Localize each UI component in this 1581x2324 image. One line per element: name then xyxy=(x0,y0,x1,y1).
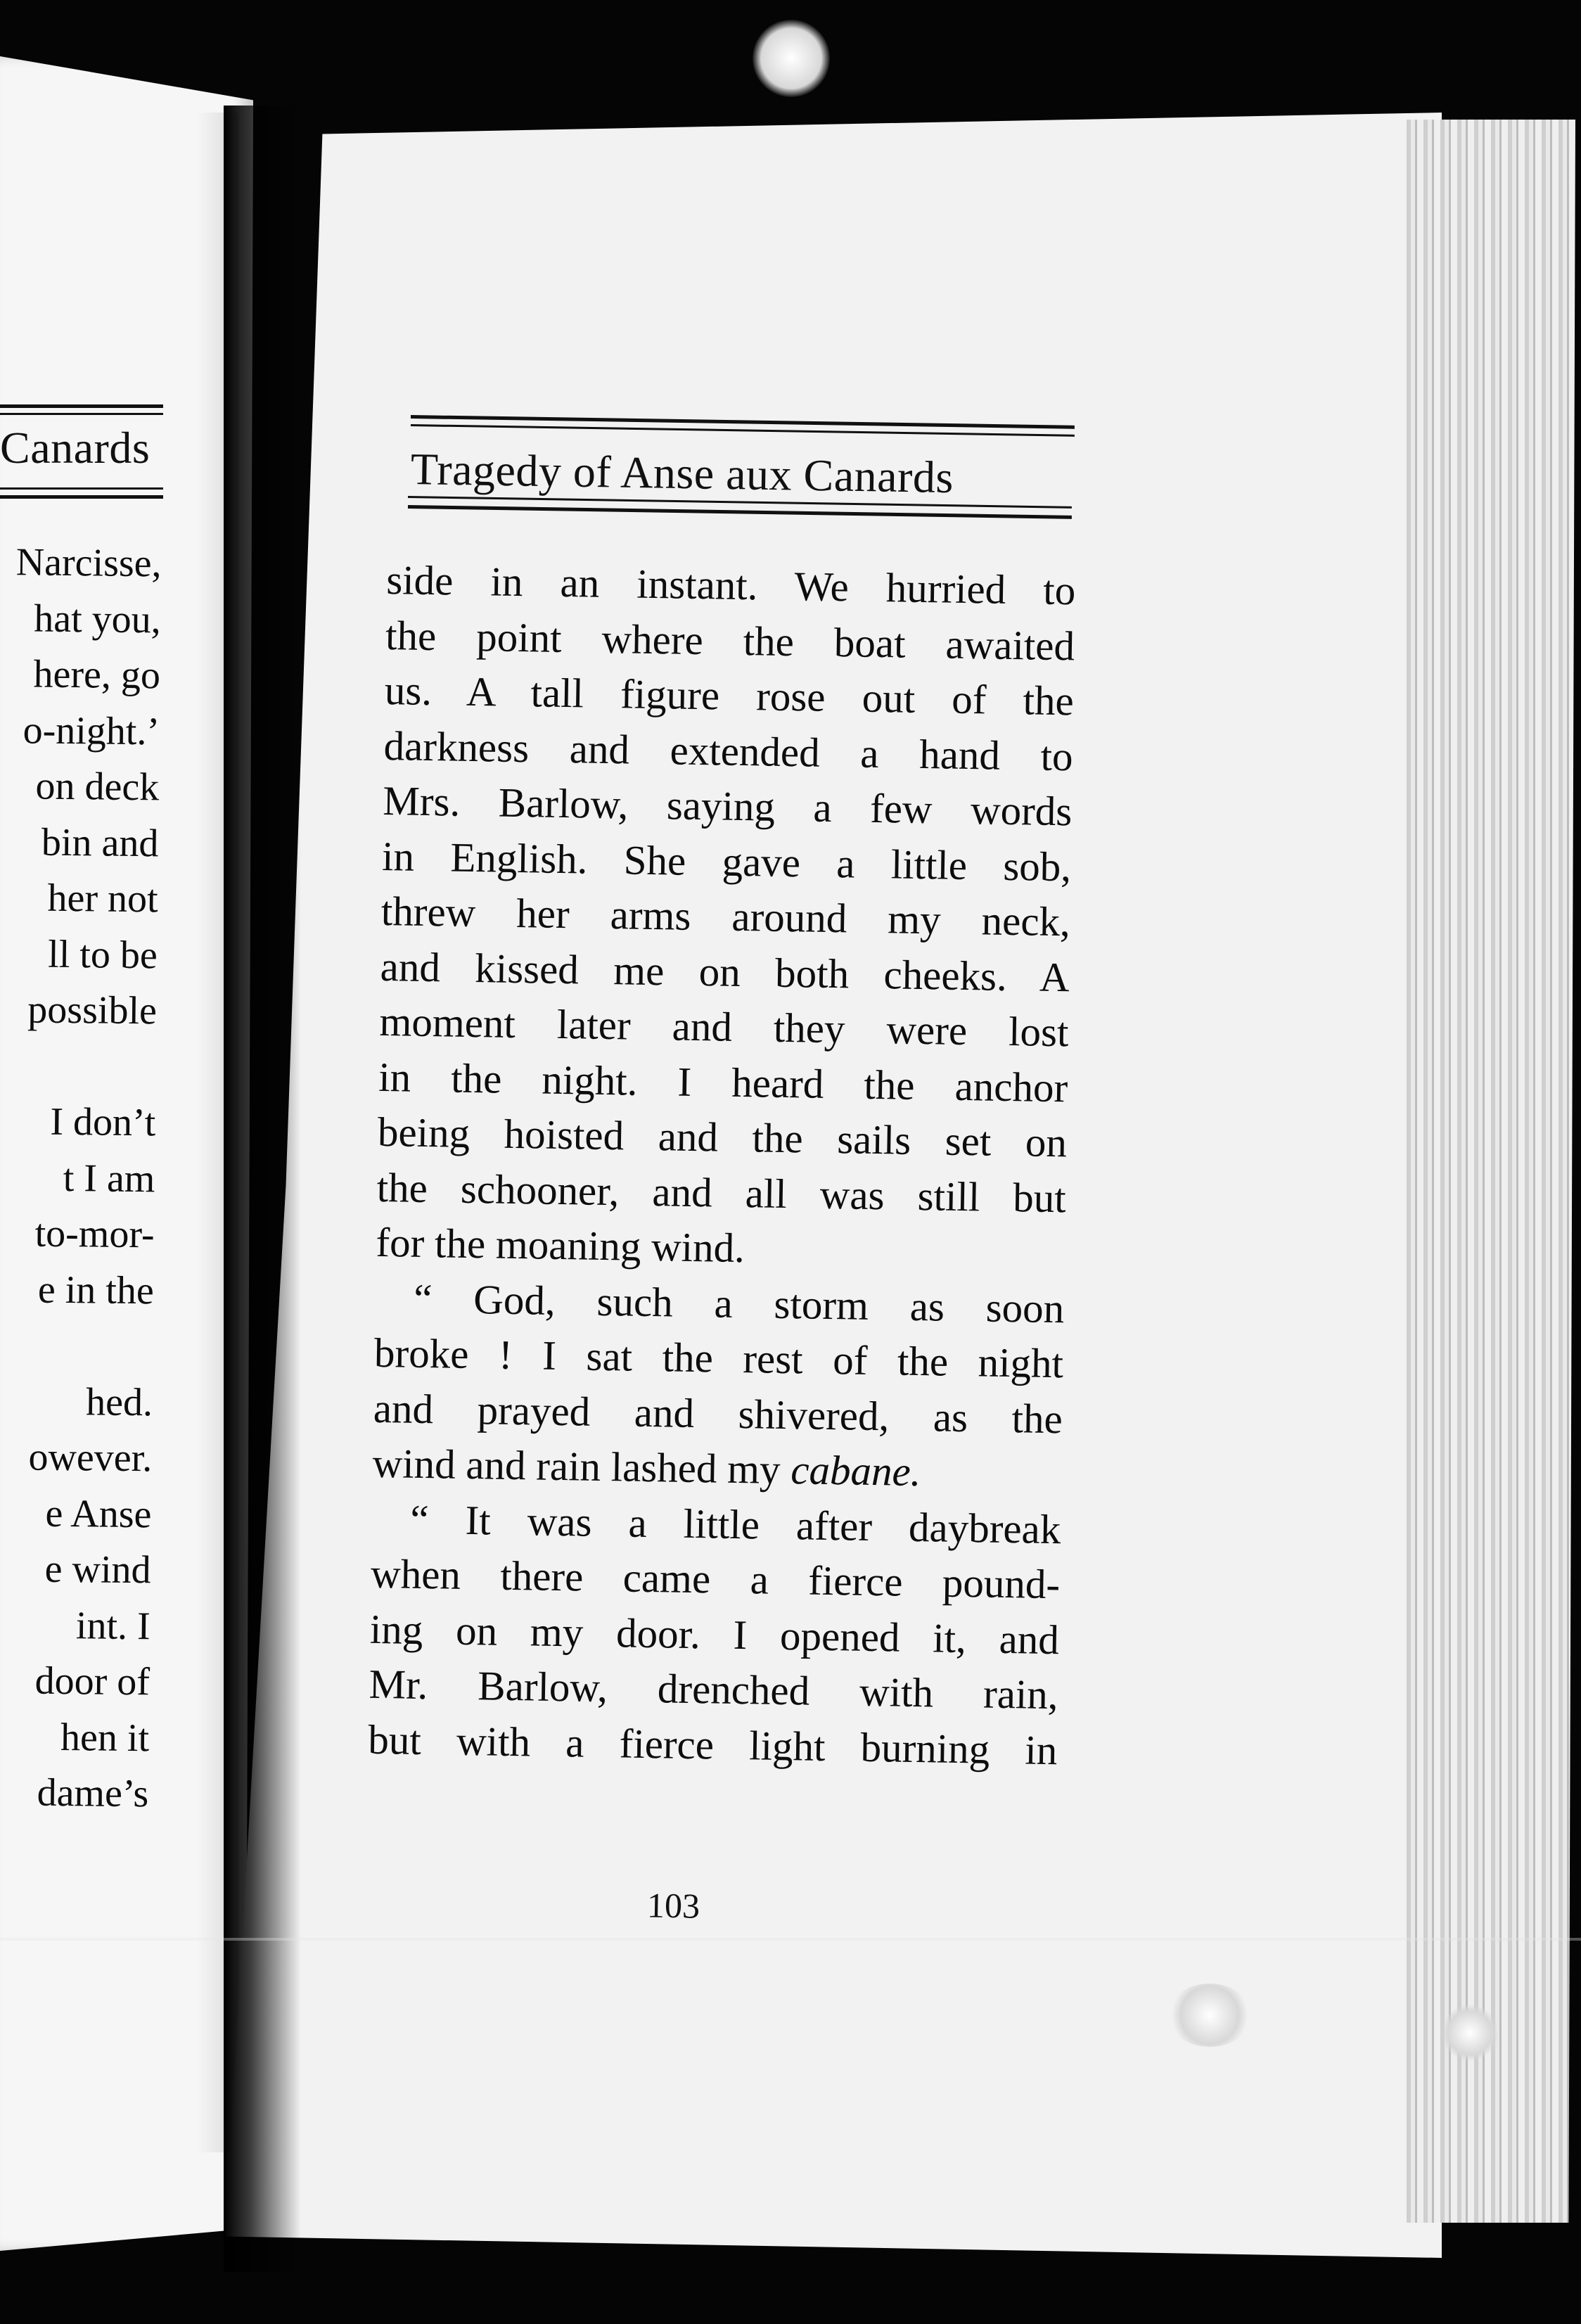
text-line: Mr. Barlow, drenched with rain, xyxy=(369,1660,1059,1718)
running-head: Tragedy of Anse aux Canards xyxy=(410,444,954,503)
page-edges xyxy=(1407,120,1575,2223)
spine-shadow xyxy=(224,106,301,2272)
text-line: being hoisted and the sails set on xyxy=(377,1108,1068,1166)
body-text xyxy=(368,552,1076,1777)
left-line: here, go xyxy=(33,652,161,698)
left-head-rule-bottom-2 xyxy=(0,495,163,499)
left-line: t I am xyxy=(63,1156,155,1201)
paragraph xyxy=(368,1490,1061,1777)
left-line: hen it xyxy=(60,1715,150,1760)
left-head-rule-top-2 xyxy=(0,413,163,415)
left-line: her not xyxy=(47,876,158,921)
text-line xyxy=(372,1436,1062,1502)
left-line: e wind xyxy=(44,1547,151,1592)
text-line: Mrs. Barlow, saying a few words xyxy=(382,777,1073,835)
left-head-rule-bottom xyxy=(0,487,163,490)
left-line: e in the xyxy=(37,1268,155,1313)
text-line: the schooner, and all was still but xyxy=(376,1163,1067,1221)
left-line: on deck xyxy=(35,764,160,810)
left-running-head: Canards xyxy=(0,423,151,473)
left-line: Narcisse, xyxy=(15,540,162,586)
text-line: the point where the boat awaited xyxy=(385,611,1075,669)
text-line: in the night. I heard the anchor xyxy=(378,1053,1068,1111)
text-line: “ God, such a storm as soon xyxy=(413,1275,1065,1332)
left-line: bin and xyxy=(41,820,159,865)
scan-scratch-line xyxy=(0,1938,1581,1941)
left-line xyxy=(0,1317,153,1375)
text-line: and kissed me on both cheeks. A xyxy=(380,943,1070,1000)
left-line: hed. xyxy=(85,1379,153,1424)
text-line: but with a fierce light burning in xyxy=(367,1716,1058,1773)
left-line: door of xyxy=(34,1659,151,1704)
left-line: owever. xyxy=(28,1435,153,1481)
text-line-roman: wind and rain lashed my xyxy=(372,1439,781,1493)
left-page-text xyxy=(0,535,162,1822)
left-line: o-night.’ xyxy=(23,708,160,753)
left-line: I don’t xyxy=(50,1099,156,1145)
text-line: “ It was a little after daybreak xyxy=(409,1495,1061,1552)
text-line: darkness and extended a hand to xyxy=(383,722,1074,779)
scan-blemish-top xyxy=(753,20,830,97)
text-line: when there came a fierce pound- xyxy=(370,1550,1061,1608)
left-line: e Anse xyxy=(45,1491,152,1536)
page-number: 103 xyxy=(646,1885,700,1926)
left-line xyxy=(0,1038,156,1095)
scan-blemish-edge xyxy=(1442,2005,1498,2061)
left-line: hat you, xyxy=(34,596,162,641)
text-line: moment later and they were lost xyxy=(379,997,1069,1056)
paragraph xyxy=(376,552,1076,1281)
text-line: broke ! I sat the rest of the night xyxy=(373,1329,1064,1387)
italic-word: cabane. xyxy=(790,1446,922,1495)
text-line: for the moaning wind. xyxy=(376,1218,745,1272)
text-line: in English. She gave a little sob, xyxy=(381,832,1072,890)
left-head-rule-top xyxy=(0,404,163,408)
left-line: dame’s xyxy=(37,1770,149,1816)
left-line: int. I xyxy=(75,1603,151,1648)
text-line: and prayed and shivered, as the xyxy=(373,1384,1063,1442)
text-line: ing on my door. I opened it, and xyxy=(369,1605,1060,1663)
text-line: side in an instant. We hurried to xyxy=(385,556,1076,614)
left-line: to-mor- xyxy=(34,1211,155,1257)
scan-blemish-bottom xyxy=(1167,1984,1252,2047)
left-line: ll to be xyxy=(47,932,158,977)
left-line: possible xyxy=(27,988,158,1033)
paragraph xyxy=(372,1270,1065,1501)
text-line: us. A tall figure rose out of the xyxy=(384,666,1075,724)
text-line: threw her arms around my neck, xyxy=(380,887,1071,945)
